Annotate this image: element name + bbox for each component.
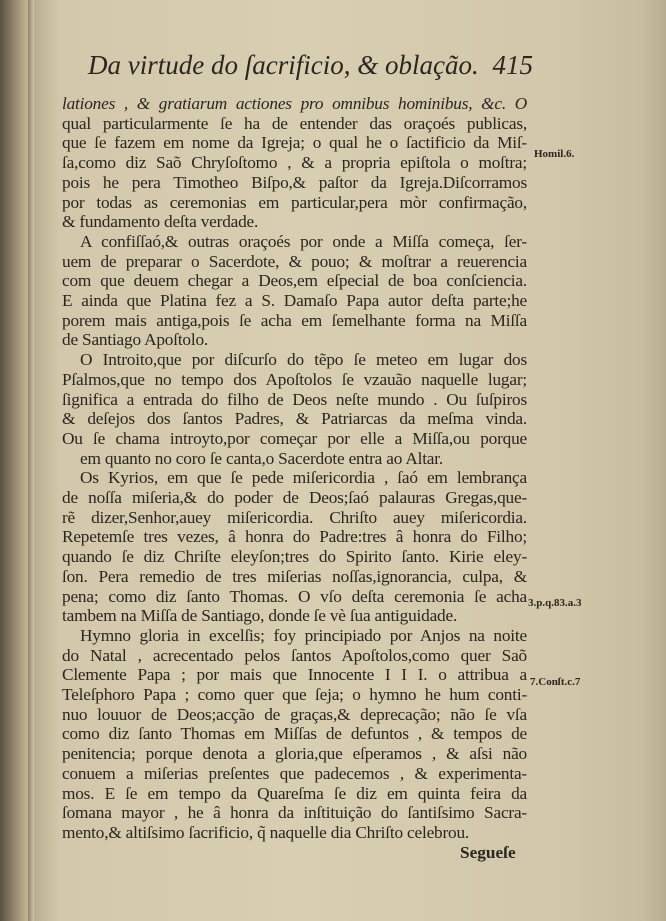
text-line: porem mais antiga,pois ſe acha em ſemelhante forma na Miſſa xyxy=(62,310,527,330)
text-line: pois he pera Timotheo Biſpo,& paſtor da Igreja.Diſcorramos xyxy=(62,172,527,192)
text-line: de Santiago Apoſtolo. xyxy=(62,330,209,350)
text-line: em quanto no coro ſe canta,o Sacerdote entra ao Altar. xyxy=(80,448,443,468)
text-line: Pſalmos,que no tempo dos Apoſtolos ſe vzauão naquelle lugar; xyxy=(62,369,527,389)
text-line: tambem na Miſſa de Santiago, donde ſe vè ſua antiguidade. xyxy=(62,606,458,626)
text-line: uem de preparar o Sacerdote, & pouo; & moſtrar a reuerencia xyxy=(62,251,527,271)
text-line: & fundamento deſta verdade. xyxy=(62,212,259,232)
header-title: Da virtude do ſacrificio, & oblação. xyxy=(88,50,479,80)
text-line: Repetemſe tres vezes, â honra do Padre:tres â honra do Filho; xyxy=(62,527,527,547)
margin-note: 7.Conſt.c.7 xyxy=(530,676,581,688)
text-line: ſignifica a entrada do filho de Deos neſte mundo . Ou ſuſpiros xyxy=(62,389,527,409)
margin-note: 3.p.q.83.a.3 xyxy=(528,597,582,609)
page-number: 415 xyxy=(492,50,533,80)
text-line: O Introito,que por diſcurſo do tẽpo ſe meteo em lugar dos xyxy=(80,350,527,370)
running-header xyxy=(88,50,533,86)
text-line: ſa,como diz Saõ Chryſoſtomo , & a propria epiſtola o moſtra; xyxy=(62,153,527,173)
text-line: A confiſſaó,& outras oraçoés por onde a Miſſa começa, ſer- xyxy=(80,231,527,251)
text-line: do Natal , acrecentado pelos ſantos Apoſtolos,como quer Saõ xyxy=(62,645,527,665)
book-gutter xyxy=(0,0,28,921)
text-line: Os Kyrios, em que ſe pede miſericordia , ſaó em lembrança xyxy=(80,468,527,488)
text-line: quando ſe diz Chriſte eleyſon;tres do Spirito ſanto. Kirie eley- xyxy=(62,547,527,567)
text-line: como diz ſanto Thomas em Miſſas de defuntos , & tempos de xyxy=(62,724,527,744)
catchword: Segueſe xyxy=(460,843,516,862)
text-line: ſomana mayor , he â honra da inſtituição do ſantiſsimo Sacra- xyxy=(62,803,527,823)
text-line: penitencia; porque denota a gloria,que eſperamos , & aſsi não xyxy=(62,744,527,764)
text-line: E ainda que Platina fez a S. Damaſo Papa autor deſta parte;he xyxy=(62,291,527,310)
text-line: Ou ſe chama introyto,por começar por elle a Miſſa,ou porque xyxy=(62,428,527,448)
text-line: com que deuem chegar a Deos,em eſpecial de boa conſciencia. xyxy=(62,271,527,291)
text-line: que ſe fazem em nome da Igreja; o qual he o ſactificio da Miſ- xyxy=(62,133,527,153)
text-line: qual particularmente ſe ha de entender das oraçoés publicas, xyxy=(62,113,527,133)
text-line: rẽ dizer,Senhor,auey miſericordia. Chriſto auey miſericordia. xyxy=(62,507,527,527)
text-line: nuo louuor de Deos;acção de graças,& deprecação; não ſe vſa xyxy=(62,704,527,724)
margin-note: Homil.6. xyxy=(534,148,575,160)
text-line: pena; como diz ſanto Thomas. O vſo deſta ceremonia ſe acha xyxy=(62,586,527,606)
text-line: conuem a miſerias preſentes que padecemos , & experimenta- xyxy=(62,763,527,783)
text-line: de noſſa miſeria,& do poder de Deos;ſaó palauras Gregas,que- xyxy=(62,488,527,507)
text-line: Hymno gloria in excelſis; foy principiado por Anjos na noite xyxy=(80,625,527,645)
text-line: ſon. Pera remedio de tres miſerias noſſas,ignorancia, culpa, & xyxy=(62,566,527,586)
page-fold xyxy=(28,0,34,921)
text-line: mento,& altiſsimo ſacrificio, q̃ naquelle dia Chriſto celebrou. xyxy=(62,822,470,842)
text-line: mos. E ſe em tempo da Quareſma ſe diz em quinta feira da xyxy=(62,783,527,803)
text-line: Clemente Papa ; por mais que Innocente I I I. o attribua a xyxy=(62,665,527,685)
text-line: por todas as ceremonias em particular,pera mòr confirmação, xyxy=(62,192,527,212)
text-line: lationes , & gratiarum actiones pro omnibus hominibus, &c. O xyxy=(62,94,527,113)
text-line: Teleſphoro Papa ; como quer que ſeja; o hymno he hum conti- xyxy=(62,685,527,704)
text-line: & deſejos dos ſantos Padres, & Patriarcas da meſma vinda. xyxy=(62,409,527,429)
